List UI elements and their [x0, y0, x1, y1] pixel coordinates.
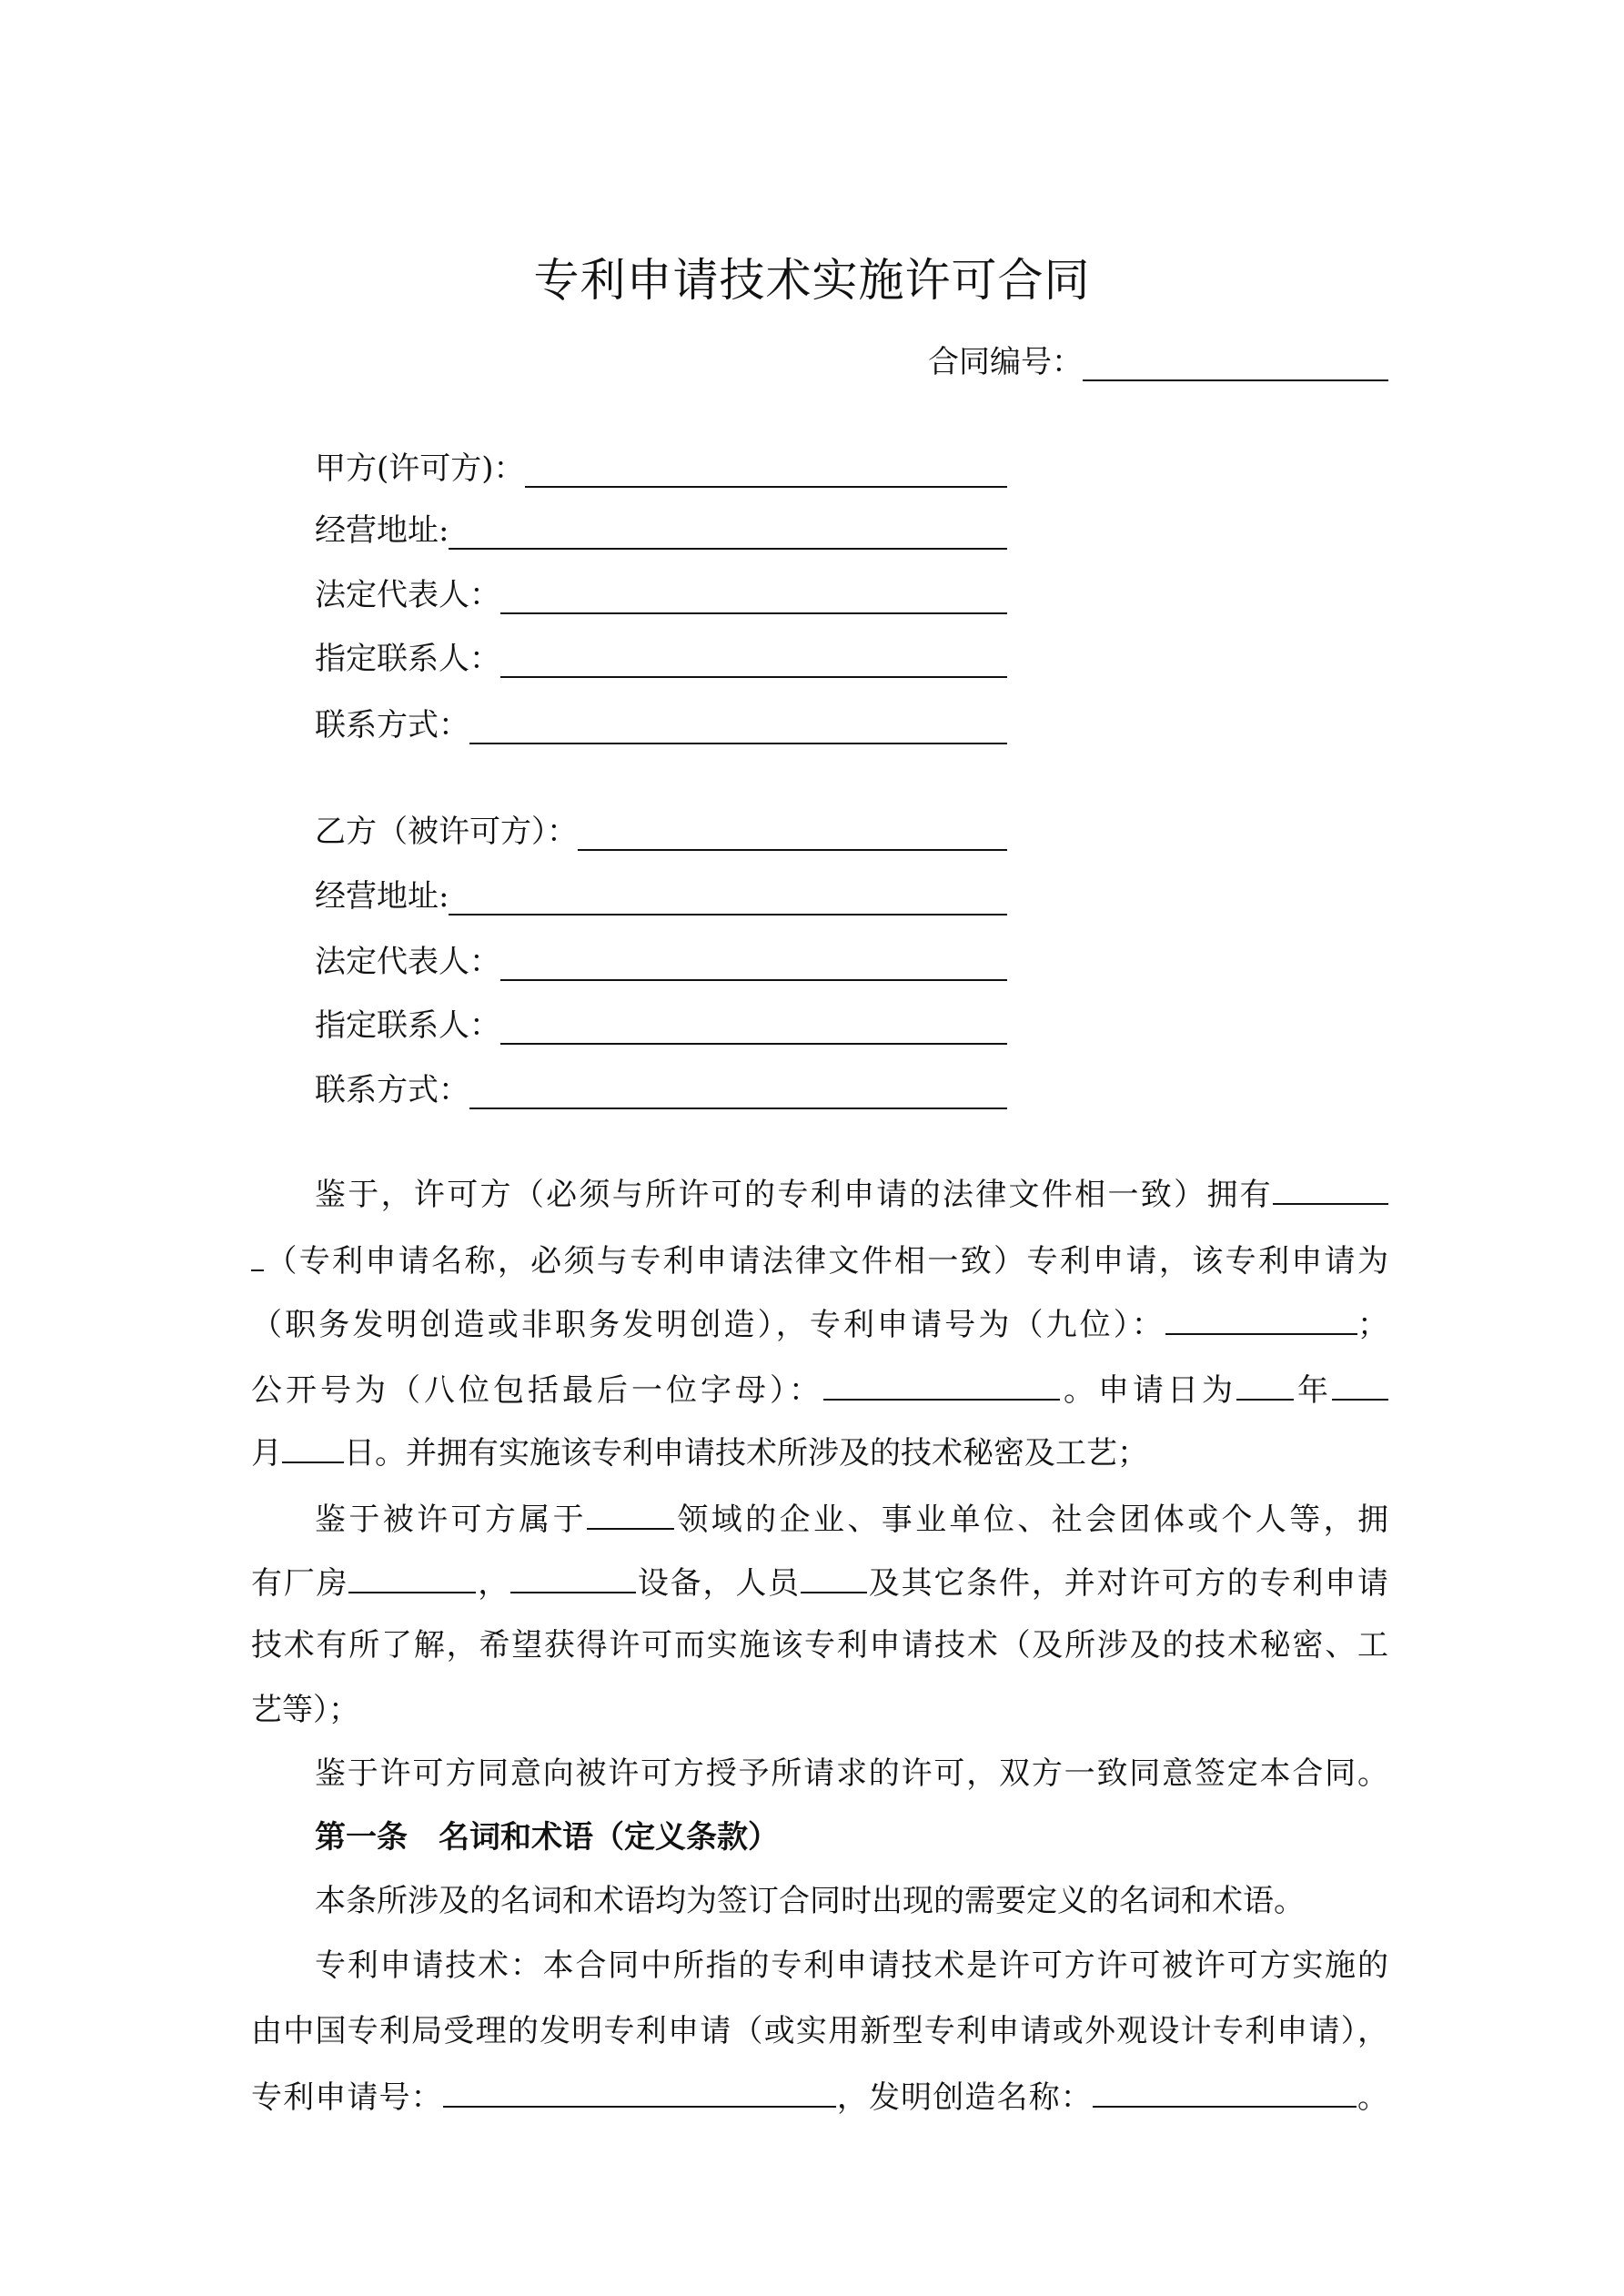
article-1-definition-line-2: [251, 2010, 1388, 2052]
application-number-blank[interactable]: [1165, 1302, 1357, 1335]
recital-text: 及其它条件，并对许可方的专利申请: [866, 1565, 1389, 1602]
year-blank[interactable]: [1236, 1368, 1294, 1401]
recital-text: （职务发明创造或非职务发明创造），专利申请号为（九位）：: [251, 1307, 1165, 1343]
party-b-legal-rep-row: [315, 939, 1007, 981]
recital-text: 设备，人员: [636, 1565, 801, 1602]
day-blank[interactable]: [282, 1431, 344, 1463]
party-a-address-row: [315, 508, 1007, 550]
article-1-definition-line-3: [251, 2075, 1388, 2117]
definition-text: 。: [1356, 2079, 1388, 2116]
party-a-name-field[interactable]: [525, 451, 1007, 488]
party-a-name-row: [315, 446, 1007, 488]
recital-3: [315, 1753, 1388, 1795]
recital-2-line-4: [251, 1689, 1388, 1731]
recital-1-line-5: [251, 1431, 1388, 1472]
recital-text: 鉴于被许可方属于: [315, 1502, 588, 1538]
definition-text: 由中国专利局受理的发明专利申请（或实用新型专利申请或外观设计专利申请），: [251, 2013, 1388, 2049]
patent-name-blank-cont[interactable]: [251, 1239, 264, 1271]
field-blank[interactable]: [587, 1497, 674, 1530]
recital-1-line-2: [251, 1239, 1388, 1280]
equipment-blank[interactable]: [510, 1561, 636, 1593]
recital-text: 日。并拥有实施该专利申请技术所涉及的技术秘密及工艺；: [344, 1435, 1148, 1472]
party-a-contact-field[interactable]: [500, 642, 1007, 678]
party-b-contact-method-label: 联系方式：: [315, 1072, 469, 1108]
definition-text: 专利申请技术：本合同中所指的专利申请技术是许可方许可被许可方实施的: [315, 1947, 1388, 1984]
recital-text: 月: [251, 1435, 282, 1472]
party-b-legal-rep-field[interactable]: [500, 945, 1007, 981]
party-a-contact-method-row: [315, 703, 1007, 744]
party-b-contact-label: 指定联系人：: [315, 1007, 500, 1044]
recital-text: 鉴于许可方同意向被许可方授予所请求的许可，双方一致同意签定本合同。: [315, 1755, 1388, 1792]
party-b-contact-row: [315, 1003, 1007, 1045]
recital-text: 技术有所了解，希望获得许可而实施该专利申请技术（及所涉及的技术秘密、工: [251, 1627, 1388, 1664]
recital-text: 领域的企业、事业单位、社会团体或个人等，拥: [674, 1502, 1389, 1538]
recital-2-line-2: [251, 1561, 1388, 1603]
contract-number-label: 合同编号：: [928, 344, 1083, 380]
recital-1-line-1: [315, 1172, 1388, 1214]
contract-number-field[interactable]: [1083, 345, 1388, 381]
party-a-contact-method-label: 联系方式：: [315, 707, 469, 743]
party-b-name-field[interactable]: [578, 814, 1007, 851]
recital-text: ，: [476, 1565, 511, 1602]
factory-blank[interactable]: [348, 1561, 476, 1593]
recital-text: 公开号为（八位包括最后一位字母）：: [251, 1372, 823, 1409]
party-a-contact-label: 指定联系人：: [315, 641, 500, 677]
party-b-contact-method-row: [315, 1067, 1007, 1109]
party-a-legal-rep-row: [315, 572, 1007, 614]
recital-1-line-3: [251, 1302, 1388, 1344]
recital-2-line-1: [315, 1497, 1388, 1539]
party-b-name-row: [315, 809, 1007, 851]
invention-name-field[interactable]: [1093, 2075, 1357, 2108]
recital-text: 年: [1294, 1372, 1332, 1409]
recital-2-line-3: [251, 1624, 1388, 1666]
article-1-heading: 第一条 名词和术语（定义条款）: [315, 1819, 779, 1856]
party-b-address-field[interactable]: [449, 879, 1007, 915]
article-1-definition-line-1: [315, 1945, 1388, 1987]
page-title: 专利申请技术实施许可合同: [533, 254, 1091, 307]
publication-number-blank[interactable]: [823, 1368, 1060, 1401]
party-a-contact-row: [315, 636, 1007, 678]
party-a-legal-rep-label: 法定代表人：: [315, 577, 500, 613]
month-blank[interactable]: [1332, 1368, 1388, 1401]
recital-text: 有厂房: [251, 1565, 349, 1602]
party-a-address-label: 经营地址:: [315, 512, 449, 549]
recital-text: ；: [1357, 1307, 1388, 1343]
party-a-address-field[interactable]: [449, 513, 1007, 550]
party-b-address-label: 经营地址:: [315, 878, 449, 915]
article-1-intro: 本条所涉及的名词和术语均为签订合同时出现的需要定义的名词和术语。: [315, 1883, 1305, 1919]
contract-number-row: [928, 337, 1388, 381]
party-a-contact-method-field[interactable]: [469, 708, 1007, 744]
personnel-blank[interactable]: [801, 1561, 867, 1593]
invention-name-label: ，发明创造名称：: [835, 2079, 1093, 2116]
recital-1-line-4: [251, 1368, 1388, 1410]
recital-text: 。申请日为: [1060, 1372, 1236, 1409]
party-b-contact-method-field[interactable]: [469, 1073, 1007, 1109]
party-a-name-label: 甲方(许可方)：: [315, 450, 525, 487]
recital-text: 艺等）；: [251, 1692, 359, 1728]
party-b-contact-field[interactable]: [500, 1008, 1007, 1045]
party-b-name-label: 乙方（被许可方）：: [315, 814, 578, 850]
party-b-address-row: [315, 874, 1007, 915]
application-number-label: 专利申请号：: [251, 2079, 443, 2116]
party-a-legal-rep-field[interactable]: [500, 578, 1007, 614]
party-b-legal-rep-label: 法定代表人：: [315, 944, 500, 980]
patent-name-blank[interactable]: [1273, 1172, 1388, 1205]
recital-text: （专利申请名称，必须与专利申请法律文件相一致）专利申请，该专利申请为: [264, 1243, 1388, 1279]
application-number-field[interactable]: [443, 2075, 836, 2108]
recital-text: 鉴于，许可方（必须与所许可的专利申请的法律文件相一致）拥有: [315, 1177, 1273, 1213]
